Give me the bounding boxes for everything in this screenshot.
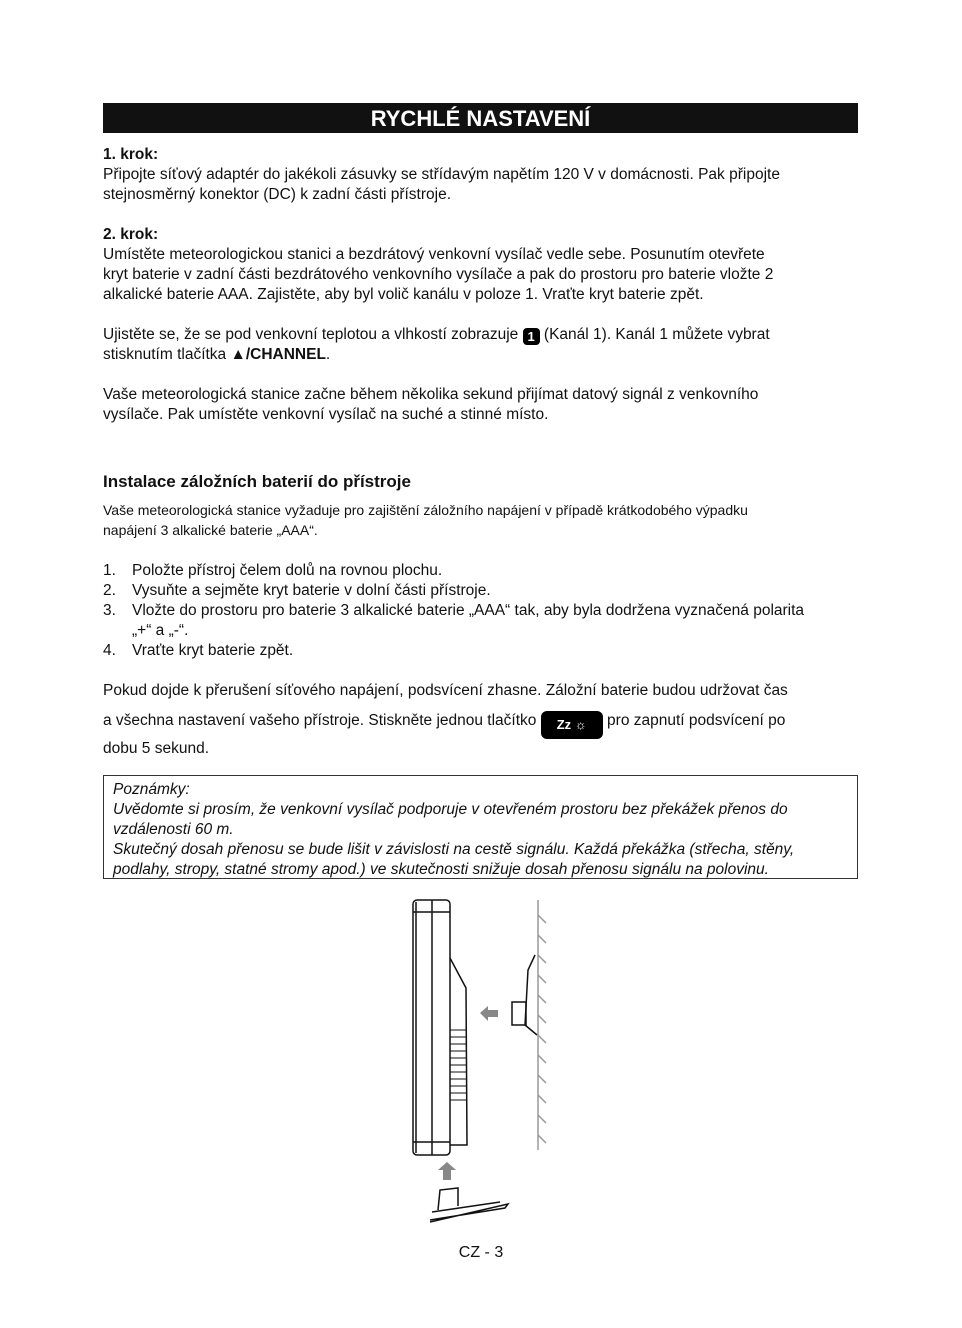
text: a všechna nastavení vašeho přístroje. Stiskněte jednou tlačítko — [103, 712, 537, 729]
list-item — [103, 621, 863, 641]
item-text: Vložte do prostoru pro baterie 3 alkalické baterie „AAA“ tak, aby byla dodržena vyznačená polarita — [132, 602, 805, 619]
text: stisknutím tlačítka — [103, 346, 227, 363]
text-line: Pokud dojde k přerušení síťového napájení, podsvícení zhasne. Záložní baterie budou udržovat čas — [103, 682, 788, 699]
text: pro zapnutí podsvícení po — [607, 712, 786, 729]
text-line: dobu 5 sekund. — [103, 740, 210, 757]
channel-1-icon: 1 — [523, 328, 540, 345]
text-line: Skutečný dosah přenosu se bude lišit v závislosti na cestě signálu. Každá překážka (střecha, stěny, — [113, 841, 795, 858]
item-text: „+“ a „-“. — [132, 622, 189, 639]
text-line: Připojte síťový adaptér do jakékoli zásuvky se střídavým napětím 120 V v domácnosti. Pak připojte — [103, 166, 780, 183]
power-paragraph — [103, 681, 863, 759]
text-line: podlahy, stropy, statné stromy apod.) ve skutečnosti snižuje dosah přenosu signálu na polovinu. — [113, 861, 769, 878]
notes-box — [103, 775, 858, 879]
text-line: Vaše meteorologická stanice vyžaduje pro zajištění záložního napájení v případě krátkodobého výpadku — [103, 502, 748, 518]
text-line: kryt baterie v zadní části bezdrátového venkovního vysílače a pak do prostoru pro baterie vložte 2 — [103, 266, 774, 283]
list-item: 4. Vraťte kryt baterie zpět. — [103, 642, 294, 659]
wall-bracket — [512, 955, 537, 1035]
weather-station-side-view — [413, 900, 467, 1155]
arrow-left-icon — [480, 1006, 498, 1021]
snooze-light-button-icon: Zz ☼ — [541, 711, 603, 739]
text: (Kanál 1). Kanál 1 můžete vybrat — [543, 326, 770, 343]
text-line: vysílače. Pak umístěte venkovní vysílač na suché a stinné místo. — [103, 406, 549, 423]
step-1 — [103, 145, 863, 205]
page-title: RYCHLÉ NASTAVENÍ — [103, 103, 858, 133]
stand — [430, 1188, 508, 1222]
item-text: Vysuňte a sejměte kryt baterie v dolní části přístroje. — [132, 582, 491, 599]
item-text: Položte přístroj čelem dolů na rovnou plochu. — [132, 562, 443, 579]
text-line: Uvědomte si prosím, že venkovní vysílač podporuje v otevřeném prostoru bez překážek přenos do — [113, 801, 788, 818]
battery-intro — [103, 500, 863, 540]
text-line: vzdálenosti 60 m. — [113, 821, 234, 838]
battery-steps — [103, 561, 863, 661]
text-line: Umístěte meteorologickou stanici a bezdrátový venkovní vysílač vedle sebe. Posunutím otevřete — [103, 246, 765, 263]
list-item: 3. Vložte do prostoru pro baterie 3 alkalické baterie „AAA“ tak, aby byla dodržena vyznačená polarita — [103, 602, 805, 619]
text: . — [325, 346, 331, 363]
channel-paragraph — [103, 325, 863, 365]
arrow-up-icon — [438, 1162, 456, 1180]
item-text: Vraťte kryt baterie zpět. — [132, 642, 294, 659]
page-number: CZ - 3 — [458, 1244, 504, 1261]
text-line: stejnosměrný konektor (DC) k zadní části přístroje. — [103, 186, 452, 203]
step-heading: 2. krok: — [103, 226, 159, 243]
battery-heading: Instalace záložních baterií do přístroje — [103, 472, 411, 491]
text-line: Vaše meteorologická stanice začne během několika sekund přijímat datový signál z venkovního — [103, 386, 759, 403]
step-heading: 1. krok: — [103, 146, 159, 163]
notes-heading: Poznámky: — [113, 781, 190, 798]
channel-button-label: ▲/CHANNEL — [230, 346, 326, 363]
text-line: alkalické baterie AAA. Zajistěte, aby byl volič kanálu v poloze 1. Vraťte kryt baterie zpět. — [103, 286, 704, 303]
step-2 — [103, 225, 863, 305]
text-line: napájení 3 alkalické baterie „AAA“. — [103, 522, 318, 538]
signal-paragraph — [103, 385, 863, 425]
list-item: 1. Položte přístroj čelem dolů na rovnou plochu. — [103, 562, 443, 579]
text: Ujistěte se, že se pod venkovní teplotou a vlhkostí zobrazuje — [103, 326, 519, 343]
wall — [538, 900, 546, 1150]
list-item: 2. Vysuňte a sejměte kryt baterie v dolní části přístroje. — [103, 582, 491, 599]
mounting-diagram — [400, 890, 580, 1230]
